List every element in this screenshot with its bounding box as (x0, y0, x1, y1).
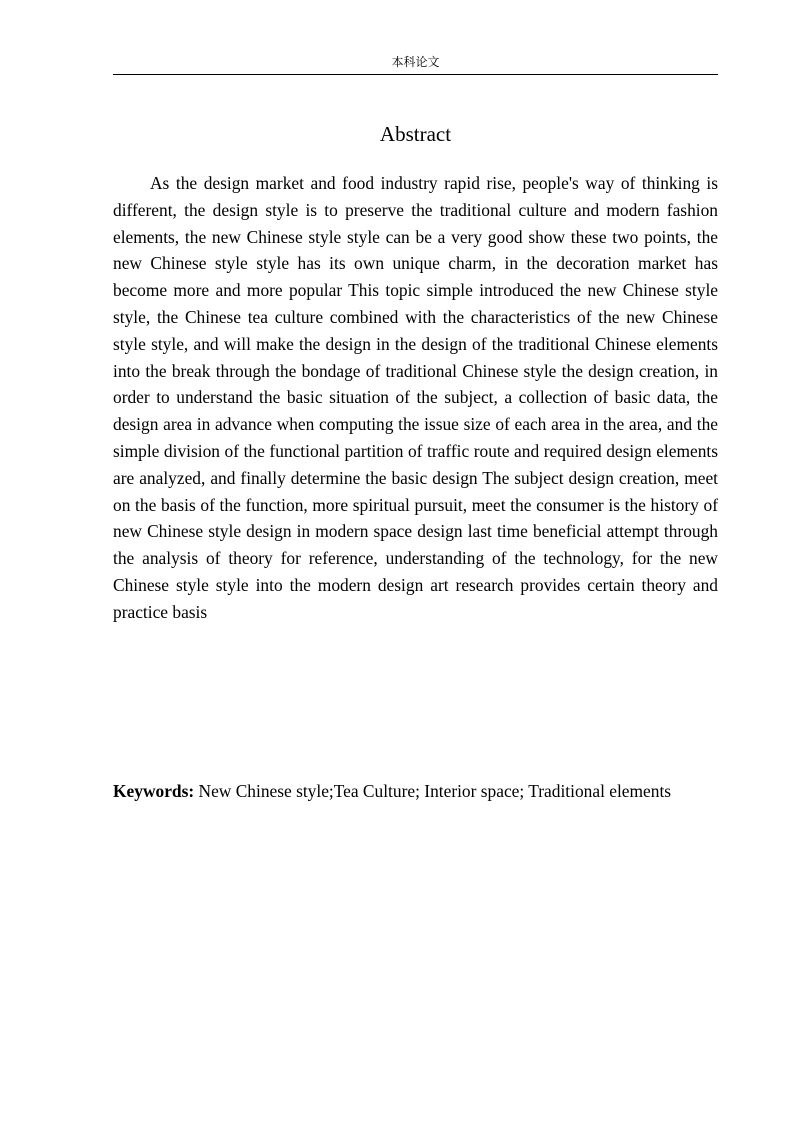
keywords-label: Keywords: (113, 781, 195, 801)
keywords-text: New Chinese style;Tea Culture; Interior space; Traditional elements (194, 781, 672, 801)
page-header (113, 52, 718, 75)
abstract-title: Abstract (379, 122, 452, 146)
keywords-line (113, 777, 753, 805)
running-title: 本科论文 (391, 55, 440, 69)
abstract-body: As the design market and food industry rapid rise, people's way of thinking is different, the design style is to preserve the traditional culture and modern fashion elements, the new Chinese style style can be a very good show these two points, the new Chinese style style has its own unique charm, in the decoration market has become more and more popular This topic simple introduced the new Chinese style style, the Chinese tea culture combined with the characteristics of the new Chinese style style, and will make the design in the design of the traditional Chinese elements into the break through the bondage of traditional Chinese style the design creation, in order to understand the basic situation of the subject, a collection of basic data, the design area in advance when computing the issue size of each area in the area, and the simple division of the functional partition of traffic route and required design elements are analyzed, and finally determine the basic design The subject design creation, meet on the basis of the function, more spiritual pursuit, meet the consumer is the history of new Chinese style design in modern space design last time beneficial attempt through the analysis of theory for reference, understanding of the technology, for the new Chinese style style into the modern design art research provides certain theory and practice basis (113, 173, 718, 622)
